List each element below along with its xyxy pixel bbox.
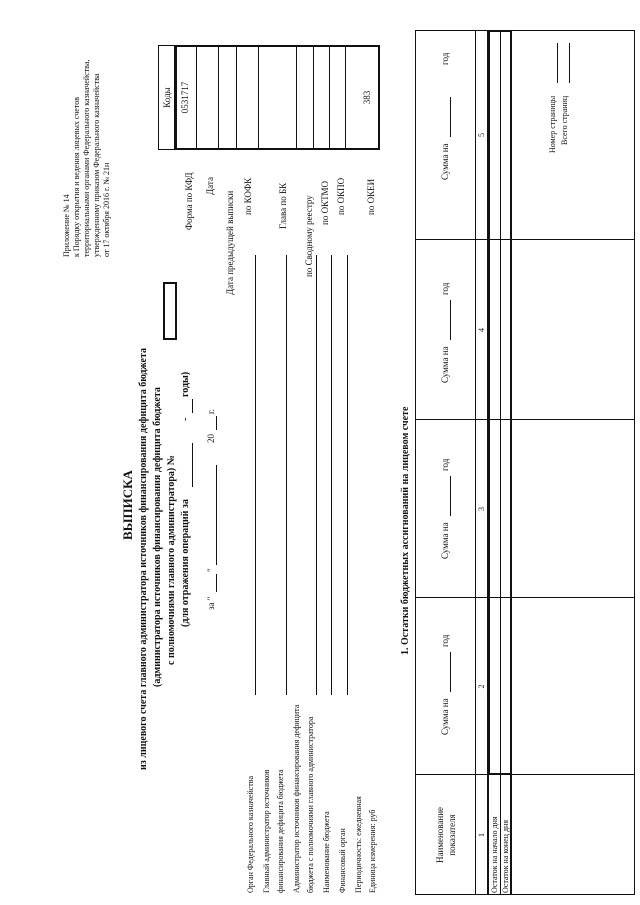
codes-inner [175,45,380,150]
code-oktmo-label: по ОКТМО [320,181,330,225]
col-year-2: год [440,634,450,647]
field-fin-organ: Финансовый орган [338,828,347,893]
row-end-label: Остаток на конец дня [501,820,510,893]
col-year-line-4 [450,300,451,340]
table-col-sep-2 [415,597,635,598]
title-line-4: (для отражения операций за [180,499,191,627]
codes-sep-3 [236,45,237,150]
appendix-line-1: Приложение № 14 [62,194,71,257]
years-underline [192,443,193,487]
col-num-4: 4 [477,328,486,332]
codes-sep-2 [218,45,219,150]
table-header-sep [475,30,476,895]
col-year-3: год [440,458,450,471]
codes-sep-1 [196,45,197,150]
col-year-4: год [440,282,450,295]
codes-sep-7 [329,45,330,150]
total-pages-label: Всего страниц [560,95,569,145]
code-svod-label: по Сводному реестру [304,195,314,277]
page-number-line[interactable] [557,43,558,83]
total-pages-line[interactable] [569,43,570,83]
field-budget: Наименование бюджета [322,811,331,893]
field-admin-2: бюджета с полномочиями главного администратора [306,716,315,893]
date-day-line [216,574,217,592]
col-sum-5: Сумма на [440,143,450,180]
title-line-3: с полномочиями главного администратора) № [166,455,177,665]
col-num-2: 2 [477,684,486,689]
appendix-line-4: утвержденному приказом Федерального казначейства [92,73,101,257]
title-line-2: (администратора источников финансирования дефицита бюджета [152,387,163,687]
col-sum-4: Сумма на [440,346,450,383]
code-prev-date-label: Дата предыдущей выписки [225,190,235,295]
date-year-line [216,416,217,430]
col-num-1: 1 [477,833,486,837]
code-date-label: Дата [205,177,215,195]
date-20: 20 [206,434,216,443]
code-okei-label: по ОКЕИ [366,178,376,215]
section1-title: 1. Остатки бюджетных ассигнований на лицевом счете [400,406,411,655]
date-quote: " [206,568,216,572]
col-num-3: 3 [477,507,486,511]
codes-sep-8 [345,45,346,150]
field-glav-admin-2: финансирования дефицита бюджета [276,769,285,893]
appendix-line-2: к Порядку открытия и ведения лицевых счетов [72,96,81,257]
field-glav-admin-1: Главный администратор источников [262,769,271,893]
date-za: за " [206,596,216,610]
col-year-line-3 [450,476,451,516]
code-form-label: Форма по КФД [184,172,194,230]
title-main: ВЫПИСКА [120,470,135,540]
date-g: г. [206,409,216,414]
appendix-line-5: от 17 октября 2016 г. № 21н [102,162,111,257]
page-number-label: Номер страницы [548,95,557,153]
code-form-value: 0531717 [180,81,190,114]
col-num-5: 5 [477,133,486,137]
col-year-line-5 [450,97,451,137]
col-year-line-2 [450,652,451,692]
field-admin-1: Администратор источников финансирования дефицита [292,704,301,893]
codes-sep-6 [313,45,314,150]
code-okei-value: 383 [362,90,372,105]
table-col-sep-3 [415,419,635,420]
field-unit: Единица измерения: руб [368,809,377,893]
row-start-label: Остаток на начало дня [490,816,499,893]
field-period: Периодичность: ежедневная [354,796,363,893]
fin-organ-line[interactable] [347,255,348,695]
codes-header: Коды [162,87,172,108]
col-year-5: год [440,52,450,65]
code-glava-bk-label: Глава по БК [278,182,288,229]
code-kofk-label: по КОФК [243,177,253,215]
appendix-line-3: территориальными органами Федерального казначейства, [82,59,91,257]
codes-sep-4 [258,45,259,150]
data-cells-border[interactable] [488,30,512,775]
col-sum-2: Сумма на [440,698,450,735]
col-name-1: Наименование [435,806,445,864]
years-underline-2 [192,399,193,413]
field-organ: Орган Федерального казначейства [246,775,255,893]
codes-sep-5 [296,45,297,150]
col-sum-3: Сумма на [440,522,450,559]
years-dash: - [180,417,191,421]
code-okpo-label: по ОКПО [336,177,346,215]
col-name-2: показателя [447,814,457,856]
organ-line[interactable] [255,255,256,695]
title-line-1: из лицевого счета главного администратора источников финансирования дефицита бюджета [138,348,149,770]
admin-line[interactable] [316,255,317,695]
account-number-box[interactable] [163,282,177,340]
table-col-sep-4 [415,239,635,240]
title-line-4b: годы) [180,371,191,397]
budget-line[interactable] [331,255,332,695]
glav-admin-line[interactable] [286,255,287,695]
date-month-line [216,465,217,565]
